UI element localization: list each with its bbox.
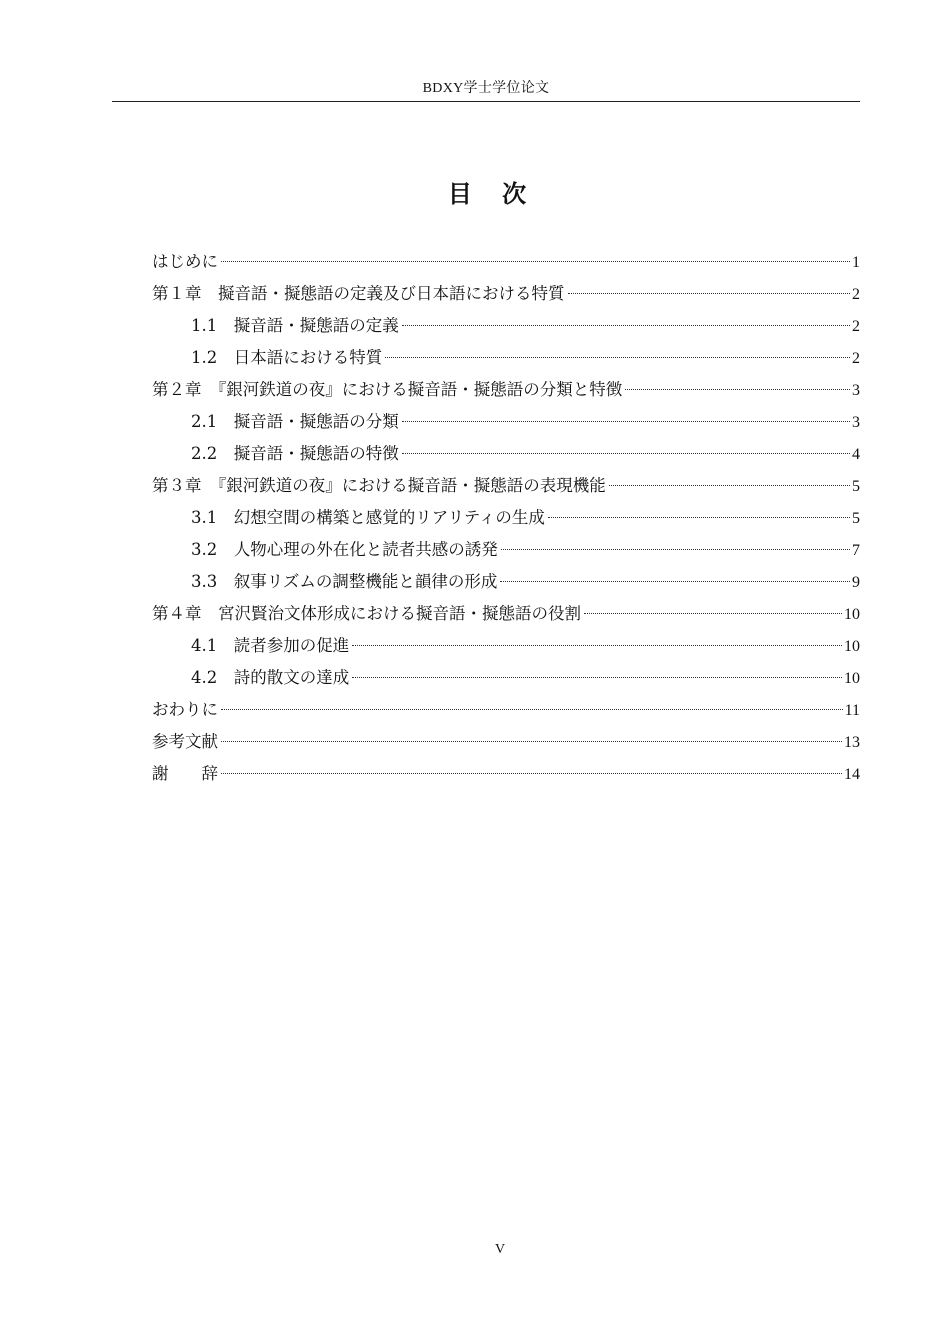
toc-entry-label: 1.2 日本語における特質 [191,348,383,367]
toc-entry-label: はじめに [152,252,218,271]
toc-entry-label: おわりに [152,700,218,719]
toc-dot-leader [609,485,850,486]
toc-entry-page: 3 [852,382,860,399]
toc-entry[interactable] [152,502,860,534]
toc-entry-page: 5 [852,478,860,495]
toc-dot-leader [402,325,850,326]
toc-entry[interactable] [152,726,860,758]
toc-title: 目 次 [447,179,529,208]
toc-entry[interactable] [152,278,860,310]
toc-entry[interactable] [152,406,860,438]
toc-entry-label: 2.2 擬音語・擬態語の特徴 [191,444,399,463]
footer-page-number: V [494,1242,506,1257]
toc-entry-page: 2 [852,350,860,367]
toc-entry-page: 2 [852,286,860,303]
toc-entry[interactable] [152,534,860,566]
toc-entry-page: 11 [844,702,860,719]
toc-entry-page: 2 [852,318,860,335]
toc-entry[interactable] [152,694,860,726]
header-title: BDXY学士学位论文 [422,81,550,96]
toc-entry-label: 3.3 叙事リズムの調整機能と韻律の形成 [191,572,498,591]
page-header [112,77,860,102]
toc-dot-leader [402,453,850,454]
toc-dot-leader [584,613,842,614]
toc-entry[interactable] [152,630,860,662]
toc-dot-leader [500,581,850,582]
toc-entry-page: 5 [852,510,860,527]
toc-dot-leader [501,549,850,550]
toc-entry-label: 4.2 詩的散文の達成 [191,668,350,687]
toc-entry-page: 1 [852,254,860,271]
toc-entry-page: 13 [844,734,860,751]
toc-dot-leader [625,389,850,390]
toc-entry-page: 7 [852,542,860,559]
toc-entry[interactable] [152,598,860,630]
toc-dot-leader [221,741,842,742]
toc-entry[interactable] [152,374,860,406]
toc-dot-leader [221,709,843,710]
toc-entry-page: 10 [844,638,860,655]
toc-entry-label: 3.2 人物心理の外在化と読者共感の誘発 [191,540,498,559]
toc-entry[interactable] [152,470,860,502]
toc-entry-label: 第４章 宮沢賢治文体形成における擬音語・擬態語の役割 [152,604,581,623]
toc-entry[interactable] [152,310,860,342]
toc-entry-label: 第２章 『銀河鉄道の夜』における擬音語・擬態語の分類と特徴 [152,380,623,399]
toc-entry-label: 4.1 読者参加の促進 [191,636,350,655]
toc-entry-label: 2.1 擬音語・擬態語の分類 [191,412,399,431]
toc-dot-leader [548,517,850,518]
toc-entry-label: 3.1 幻想空間の構築と感覚的リアリティの生成 [191,508,545,527]
toc-dot-leader [221,261,850,262]
toc-entry-label: 第３章 『銀河鉄道の夜』における擬音語・擬態語の表現機能 [152,476,606,495]
toc-dot-leader [385,357,850,358]
toc-entry-page: 14 [844,766,860,783]
toc-dot-leader [402,421,850,422]
toc-entry[interactable] [152,246,860,278]
toc-entry[interactable] [152,342,860,374]
toc-entry[interactable] [152,662,860,694]
toc-entry-page: 9 [852,574,860,591]
toc-entry[interactable] [152,566,860,598]
toc-dot-leader [352,645,842,646]
toc-entry[interactable] [152,438,860,470]
toc-entry-page: 3 [852,414,860,431]
toc-entry[interactable] [152,758,860,790]
toc-entry-page: 4 [852,446,860,463]
toc-entry-page: 10 [844,606,860,623]
toc-dot-leader [221,773,842,774]
toc-entry-page: 10 [844,670,860,687]
toc-dot-leader [568,293,851,294]
toc-entry-label: 参考文献 [152,732,218,751]
toc-entry-label: 1.1 擬音語・擬態語の定義 [191,316,399,335]
toc-dot-leader [352,677,842,678]
toc-entry-label: 謝 辞 [152,764,218,783]
toc-entry-label: 第１章 擬音語・擬態語の定義及び日本語における特質 [152,284,565,303]
table-of-contents [152,246,860,790]
